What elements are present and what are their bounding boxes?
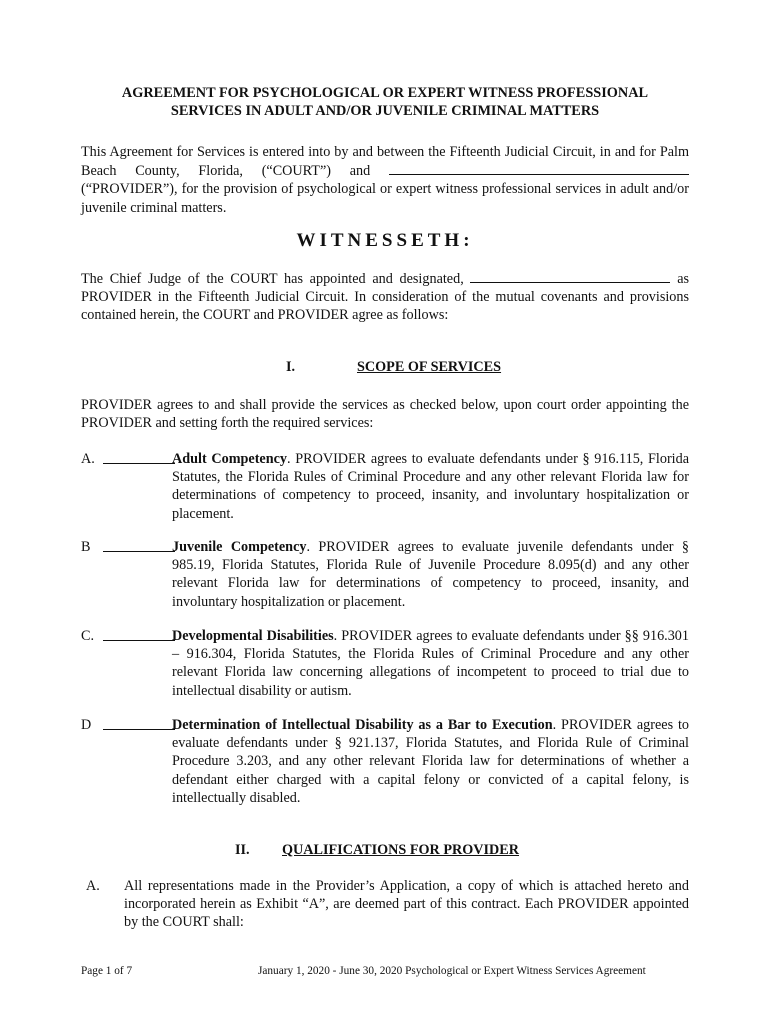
appointment-text-continued: as PROVIDER in the Fifteenth Judicial Circuit. In consideration of the mutual covenants and provisions contained herein, the COURT and PROVIDER agree as follows: (81, 271, 690, 324)
qualification-label: A. (86, 878, 100, 894)
service-heading: Developmental Disabilities (172, 628, 334, 644)
section-1-heading: SCOPE OF SERVICES (357, 359, 502, 375)
appointee-blank (470, 269, 670, 283)
service-description (172, 538, 689, 611)
intro-paragraph (81, 143, 689, 217)
section-1-number: I. (286, 359, 296, 375)
section-2-heading: QUALIFICATIONS FOR PROVIDER (282, 842, 520, 858)
witnesseth-heading: WITNESSETH: (296, 230, 474, 251)
service-label: D (81, 717, 92, 733)
service-text: . PROVIDER agrees to evaluate defendants under § 916.115, Florida Statutes, the Florida Rules of Criminal Procedure and any other relevant Florida law for determinations of competency to proceed, insanity, and involuntary hospitalization or placement. (172, 451, 689, 522)
provider-name-blank (389, 161, 689, 175)
service-heading: Determination of Intellectual Disability as a Bar to Execution (172, 717, 553, 733)
service-text: . PROVIDER agrees to evaluate defendants under § 921.137, Florida Statutes, and Florida Rule of Criminal Procedure 3.203, and any other relevant Florida law for determinations of whether a defendant either charged with a capital felony or convicted of a capital felony, is intellectually disabled. (172, 717, 689, 806)
service-checkbox-blank[interactable] (103, 729, 175, 730)
footer-agreement-title: January 1, 2020 - June 30, 2020 Psychological or Expert Witness Services Agreement (258, 965, 646, 977)
appointment-paragraph (81, 269, 689, 325)
service-description (172, 450, 689, 523)
service-text: . PROVIDER agrees to evaluate defendants under §§ 916.301 – 916.304, Florida Statutes, the Florida Rules of Criminal Procedure and any other relevant Florida law concerning allegations of incompetent to proceed to trial due to intellectual disability or autism. (172, 628, 689, 699)
title-line-2: SERVICES IN ADULT AND/OR JUVENILE CRIMINAL MATTERS (170, 103, 600, 119)
intro-text-continued: (“PROVIDER”), for the provision of psychological or expert witness professional services in adult and/or juvenile criminal matters. (81, 181, 689, 216)
appointment-text: The Chief Judge of the COURT has appointed and designated, (81, 271, 464, 287)
service-checkbox-blank[interactable] (103, 463, 175, 464)
service-label: B (81, 539, 91, 555)
service-checkbox-blank[interactable] (103, 640, 175, 641)
service-description (172, 627, 689, 700)
service-checkbox-blank[interactable] (103, 551, 175, 552)
footer-page-number: Page 1 of 7 (81, 965, 133, 977)
service-label: C. (81, 628, 95, 644)
section-2-number: II. (235, 842, 250, 858)
service-description (172, 716, 689, 807)
service-heading: Adult Competency (172, 451, 288, 467)
qualification-text: All representations made in the Provider’s Application, a copy of which is attached hereto and incorporated herein as Exhibit “A”, are deemed part of this contract. Each PROVIDER appointed by the COURT shall: (124, 878, 689, 931)
service-label: A. (81, 451, 95, 467)
scope-intro: PROVIDER agrees to and shall provide the services as checked below, upon court order appointing the PROVIDER and setting forth the required services: (81, 397, 689, 432)
title-line-1: AGREEMENT FOR PSYCHOLOGICAL OR EXPERT WITNESS PROFESSIONAL (121, 85, 649, 101)
service-text: . PROVIDER agrees to evaluate juvenile defendants under § 985.19, Florida Statutes, Florida Rule of Juvenile Procedure 8.095(d) and any other relevant Florida law for determinations of competency to proceed, insanity, and involuntary hospitalization or placement. (172, 539, 689, 610)
service-heading: Juvenile Competency (172, 539, 307, 555)
intro-text: This Agreement for Services is entered into by and between the Fifteenth Judicial Circuit, in and for Palm Beach County, Florida, (“COURT”) and (81, 144, 689, 180)
document-title (81, 84, 689, 120)
